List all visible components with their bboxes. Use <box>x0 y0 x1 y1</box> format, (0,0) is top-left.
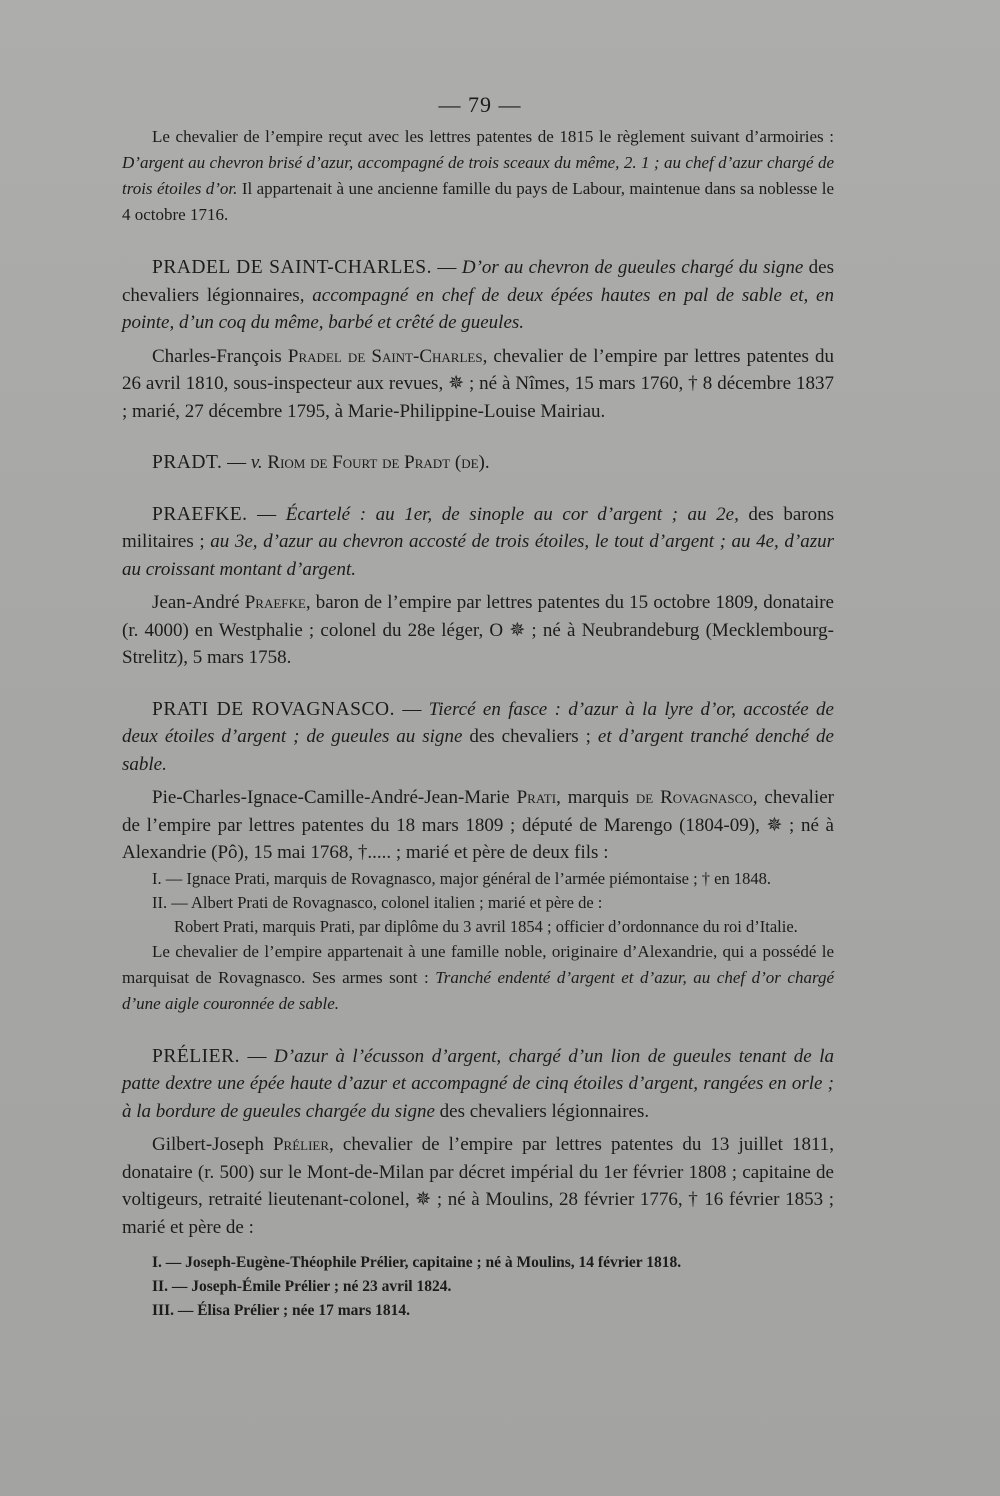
entry-praefke-bio: Jean-André Praefke, baron de l’empire par lettres patentes du 15 octobre 1809, donataire (r. 4000) en Westphalie ; colonel du 28e léger, O ✵ ; né à Neubrandeburg (Mecklembourg-Strelitz), 5 mars 1758. <box>122 592 834 668</box>
page-body <box>122 124 834 1323</box>
title-name: de Rovagnasco <box>635 787 753 808</box>
list-item: III. — Élisa Prélier ; née 17 mars 1814. <box>152 1302 411 1319</box>
entry-pradt: PRADT. — v. Riom de Fourt de Pradt (de). <box>152 452 490 473</box>
list-item: II. — Albert Prati de Rovagnasco, colonel italien ; marié et père de : <box>152 892 603 912</box>
entry-prelier-bio: Gilbert-Joseph Prélier, chevalier de l’empire par lettres patentes du 13 juillet 1811, donataire (r. 500) sur le Mont-de-Milan par décret impérial du 1er février 1808 ; capitaine de voltigeurs, retraité lieutenant-colonel, ✵ ; né à Moulins, 28 février 1776, † 16 février 1853 ; marié et père de : <box>122 1134 834 1238</box>
entry-heading-pradel: PRADEL DE SAINT-CHARLES. <box>152 257 433 278</box>
cross-reference: Riom de Fourt de Pradt (de). <box>262 452 490 473</box>
person-name: Prélier <box>272 1134 330 1155</box>
page-number: — 79 — <box>438 92 522 117</box>
entry-prati-bio: Pie-Charles-Ignace-Camille-André-Jean-Marie Prati, marquis de Rovagnasco, chevalier de l’empire par lettres patentes du 18 mars 1809 ; député de Marengo (1804-09), ✵ ; né à Alexandrie (Pô), 15 mai 1768, †..... ; marié et père de deux fils : <box>122 787 834 863</box>
entry-prati-note: Le chevalier de l’empire appartenait à une famille noble, originaire d’Alexandrie, qui a possédé le marquisat de Rovagnasco. Ses armes sont : Tranché endenté d’argent et d’azur, au chef d’or chargé d’une aigle couronnée de sable. <box>122 941 834 1013</box>
entry-praefke-arms: PRAEFKE. — Écartelé : au 1er, de sinople au cor d’argent ; au 2e, des barons militaires ; au 3e, d’azur au chevron accosté de trois étoiles, le tout d’argent ; au 4e, d’azur au croissant montant d’argent. <box>122 503 834 580</box>
list-item: I. — Joseph-Eugène-Théophile Prélier, capitaine ; né à Moulins, 14 février 1818. <box>152 1254 682 1271</box>
entry-heading-prelier: PRÉLIER. <box>152 1045 240 1067</box>
person-name: Praefke <box>244 592 306 613</box>
entry-pradel-arms: PRADEL DE SAINT-CHARLES. — D’or au chevron de gueules chargé du signe des chevaliers légionnaires, accompagné en chef de deux épées hautes en pal de sable et, en pointe, d’un coq du même, barbé et crêté de gueules. <box>122 257 835 333</box>
intro-text-end: Il appartenait à une ancienne famille du pays de Labour, maintenue dans sa noblesse le 4 octobre 1716. <box>122 179 834 224</box>
person-name: Pradel de Saint-Charles <box>287 345 483 367</box>
entry-prati-arms: PRATI DE ROVAGNASCO. — Tiercé en fasce : d’azur à la lyre d’or, accostée de deux étoiles d’argent ; de gueules au signe des chevaliers ; et d’argent tranché denché de sable. <box>122 698 834 775</box>
intro-text: Le chevalier de l’empire reçut avec les lettres patentes de 1815 le règlement suivant d’armoiries : <box>152 127 834 146</box>
person-name: Prati <box>516 787 557 808</box>
entry-pradel-bio: Charles-François Pradel de Saint-Charles, chevalier de l’empire par lettres patentes du 26 avril 1810, sous-inspecteur aux revues, ✵ ; né à Nîmes, 15 mars 1760, † 8 décembre 1837 ; marié, 27 décembre 1795, à Marie-Philippine-Louise Mairiau. <box>122 345 834 422</box>
entry-heading-praefke: PRAEFKE. <box>152 503 248 525</box>
entry-heading-pradt: PRADT. <box>152 452 223 473</box>
entry-prelier-arms: PRÉLIER. — D’azur à l’écusson d’argent, chargé d’un lion de gueules tenant de la patte dextre une épée haute d’azur et accompagné de cinq étoiles d’argent, rangées en orle ; à la bordure de gueules chargée du signe des chevaliers légionnaires. <box>122 1045 834 1122</box>
entry-heading-prati: PRATI DE ROVAGNASCO. <box>152 698 395 720</box>
list-item: I. — Ignace Prati, marquis de Rovagnasco, major général de l’armée piémontaise ; † en 1848. <box>152 868 771 888</box>
list-item: Robert Prati, marquis Prati, par diplôme du 3 avril 1854 ; officier d’ordonnance du roi d’Italie. <box>174 916 798 936</box>
intro-paragraph <box>122 124 834 228</box>
list-item: II. — Joseph-Émile Prélier ; né 23 avril 1824. <box>152 1278 452 1295</box>
children-list <box>122 1251 834 1323</box>
intro-arms: D’argent au chevron brisé d’azur, accompagné de trois sceaux du même, 2. 1 ; au chef d’azur chargé de trois étoiles d’or. <box>122 153 834 198</box>
